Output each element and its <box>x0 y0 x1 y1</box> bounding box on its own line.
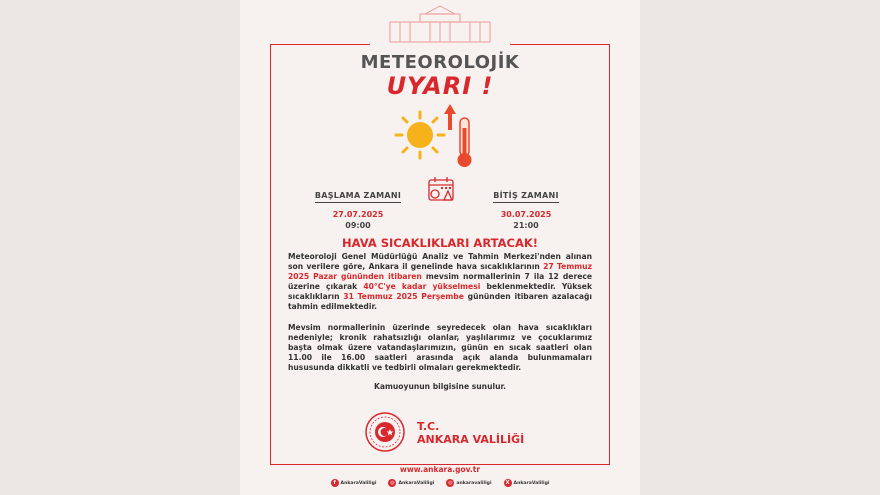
end-time-block <box>466 183 586 231</box>
social-label: AnkaraValiligi <box>398 480 435 486</box>
para1-peak-temp: 40°C'ye kadar yükselmesi <box>363 282 481 292</box>
start-time-label: BAŞLAMA ZAMANI <box>315 191 401 203</box>
warning-poster <box>240 0 640 495</box>
instagram-icon: ◎ <box>390 480 395 486</box>
headline: HAVA SICAKLIKLARI ARTACAK! <box>341 236 539 250</box>
para1-end-date: 31 Temmuz 2025 Perşembe <box>343 292 464 302</box>
para1-text-e: beklenmektedir. Yüksek sıcaklıkların <box>288 282 593 302</box>
paragraph-forecast <box>288 252 592 313</box>
calendar-alert-icon <box>426 175 456 205</box>
start-date: 27.07.2025 <box>332 210 384 219</box>
end-time-label: BİTİŞ ZAMANI <box>493 191 558 203</box>
social-label: ankaravaliligi <box>456 480 492 486</box>
paragraph-advice: Mevsim normallerinin üzerinde seyredecek olan hava sıcaklıkları nedeniyle; kronik rahatsızlığı olanlar, yaşlılarımız ve çocuklarımız başta olmak üzere vatandaşlarımızın, günün en sıcak saatleri olan 11.00 ile 16.00 saatleri arasında açık alanda bulunmamaları hususunda dikkatli ve tedbirli olmaları gerekmektedir. <box>288 323 592 373</box>
para1-start-date: 27 Temmuz 2025 Pazar gününden itibaren <box>288 262 592 282</box>
x-icon: X <box>504 479 512 487</box>
end-hour: 21:00 <box>513 221 539 230</box>
government-building-icon <box>385 4 495 44</box>
facebook-icon: f <box>331 479 339 487</box>
social-label: AnkaraValiligi <box>513 480 550 486</box>
title-meteorological: METEOROLOJİK <box>360 52 520 73</box>
title-warning: UYARI ! <box>386 72 494 100</box>
ankara-seal-icon <box>365 412 405 452</box>
social-instagram[interactable] <box>388 479 434 487</box>
org-tc: T.C. <box>417 420 440 433</box>
org-name: ANKARA VALİLİĞİ <box>417 433 525 446</box>
social-threads[interactable] <box>446 479 491 487</box>
website-link[interactable]: www.ankara.gov.tr <box>399 465 481 474</box>
social-label: AnkaraValiligi <box>340 480 377 486</box>
sun-thermometer-icon <box>390 100 490 170</box>
social-links <box>240 479 640 487</box>
start-time-block <box>298 183 418 231</box>
start-hour: 09:00 <box>345 221 371 230</box>
end-date: 30.07.2025 <box>500 210 552 219</box>
para1-text-a: Meteoroloji Genel Müdürlüğü Analiz ve Tahmin Merkezi'nden alınan son verilere göre, Ankara il genelinde hava sıcaklıklarının <box>288 252 592 272</box>
closing-line: Kamuoyunun bilgisine sunulur. <box>373 382 507 391</box>
para1-text-c: mevsim normallerinin 7 ila 12 derece üzerine çıkarak <box>288 272 592 292</box>
threads-icon: ◎ <box>448 480 453 486</box>
social-x[interactable] <box>504 479 550 487</box>
para1-text-g: gününden itibaren azalacağı tahmin edilmektedir. <box>288 292 592 312</box>
social-facebook[interactable] <box>331 479 377 487</box>
